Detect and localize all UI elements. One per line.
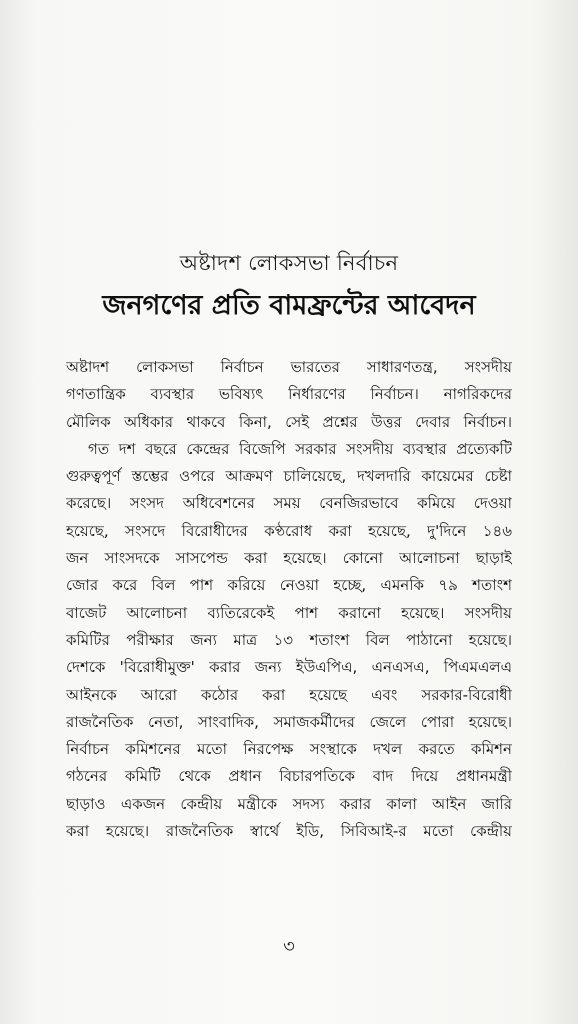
text-line: মৌলিক অধিকার থাকবে কিনা, সেই প্রশ্নের উত্তর দেবার নির্বাচন। [66, 412, 512, 431]
text-line: গণতান্ত্রিক ব্যবস্থার ভবিষ্যৎ নির্ধারণের নির্বাচন। নাগরিকদের [66, 385, 512, 404]
text-line: বাজেট আলোচনা ব্যতিরেকেই পাশ করানো হয়েছে। সংসদীয় [66, 603, 512, 622]
text-line: রাজনৈতিক নেতা, সাংবাদিক, সমাজকর্মীদের জেলে পোরা হয়েছে। [66, 712, 512, 731]
text-line: করা হয়েছে। রাজনৈতিক স্বার্থে ইডি, সিবিআই-র মতো কেন্দ্রীয় [66, 822, 512, 841]
text-line: দেশকে 'বিরোধীমুক্ত' করার জন্য ইউএপিএ, এনএসএ, পিএমএলএ [66, 658, 512, 677]
page-number: ৩ [283, 936, 295, 957]
text-line: জন সাংসদকে সাসপেন্ড করা হয়েছে। কোনো আলোচনা ছাড়াই [66, 549, 512, 568]
text-line: জোর করে বিল পাশ করিয়ে নেওয়া হচ্ছে, এমনকি ৭৯ শতাংশ [66, 576, 512, 595]
body-paragraphs [66, 354, 512, 845]
text-line: গত দশ বছরে কেন্দ্রের বিজেপি সরকার সংসদীয় ব্যবস্থার প্রত্যেকটি [88, 439, 512, 458]
subtitle: অষ্টাদশ লোকসভা নির্বাচন [179, 251, 399, 275]
text-line: গুরুত্বপূর্ণ স্তম্ভের ওপরে আক্রমণ চালিয়েছে, দখলদারি কায়েমের চেষ্টা [66, 467, 512, 486]
text-line: করেছে। সংসদ অধিবেশনের সময় বেনজিরভাবে কমিয়ে দেওয়া [66, 494, 512, 513]
text-line: ছাড়াও একজন কেন্দ্রীয় মন্ত্রীকে সদস্য করার কালা আইন জারি [66, 794, 512, 813]
text-line: অষ্টাদশ লোকসভা নির্বাচন ভারতের সাধারণতন্ত্র, সংসদীয় [66, 358, 512, 376]
text-line: গঠনের কমিটি থেকে প্রধান বিচারপতিকে বাদ দিয়ে প্রধানমন্ত্রী [66, 767, 512, 786]
text-line: কমিটির পরীক্ষার জন্য মাত্র ১৩ শতাংশ বিল পাঠানো হয়েছে। [66, 630, 512, 649]
text-line: হয়েছে, সংসদে বিরোধীদের কণ্ঠরোধ করা হয়েছে, দু'দিনে ১৪৬ [66, 521, 512, 540]
text-line: আইনকে আরো কঠোর করা হয়েছে এবং সরকার-বিরোধী [66, 685, 512, 704]
page-title: জনগণের প্রতি বামফ্রন্টের আবেদন [102, 290, 476, 321]
text-line: নির্বাচন কমিশনের মতো নিরপেক্ষ সংস্থাকে দখল করতে কমিশন [66, 740, 512, 759]
